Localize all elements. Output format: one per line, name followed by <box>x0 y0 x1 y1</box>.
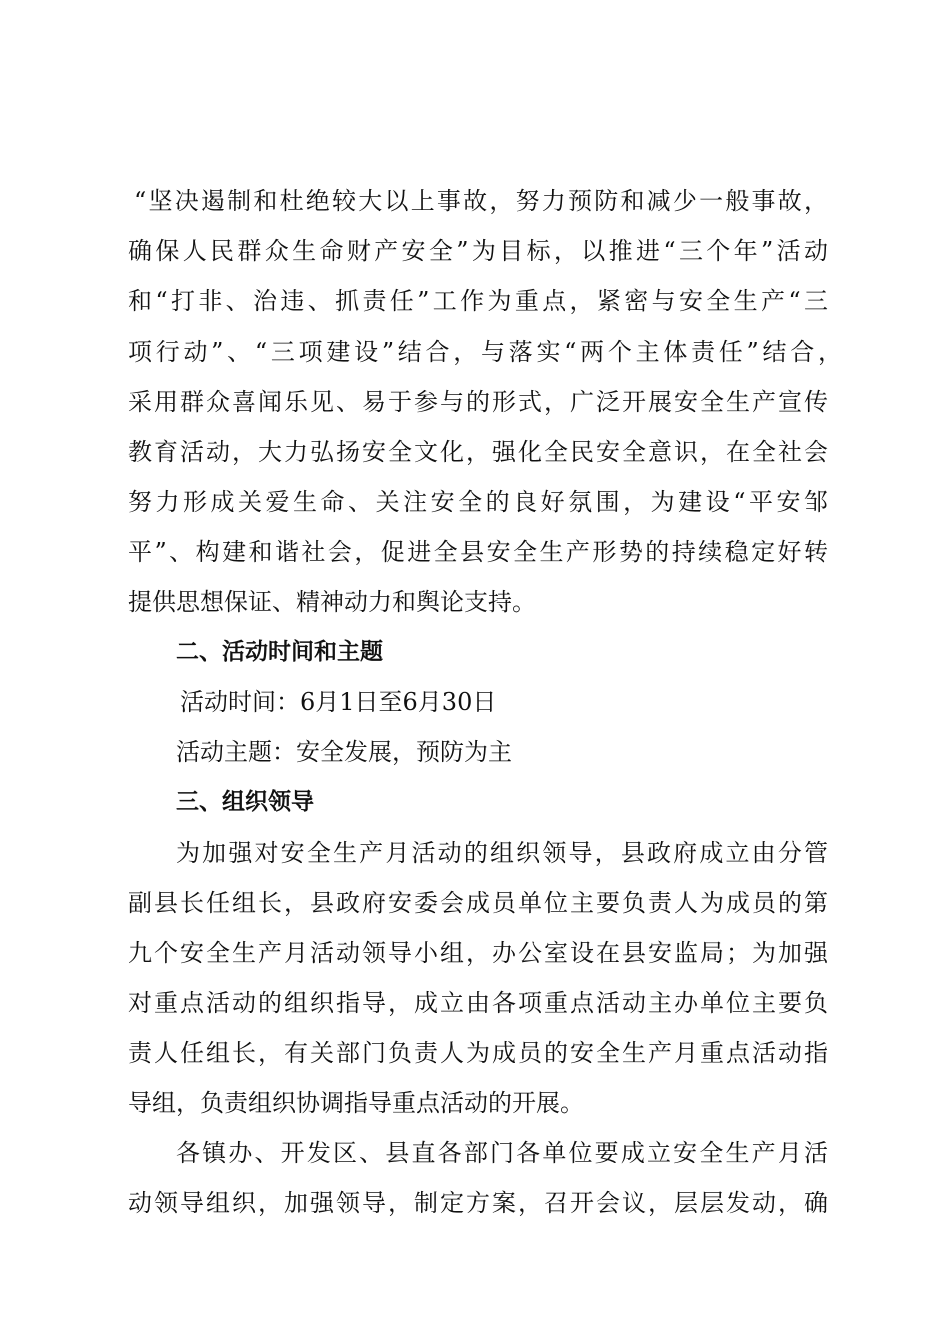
body-line: 对重点活动的组织指导，成立由各项重点活动主办单位主要负 <box>128 989 828 1017</box>
body-line: 提供思想保证、精神动力和舆论支持。 <box>128 588 536 616</box>
body-line: 导组，负责组织协调指导重点活动的开展。 <box>128 1089 584 1117</box>
body-line: “坚决遏制和杜绝较大以上事故，努力预防和减少一般事故， <box>134 187 828 215</box>
activity-theme-line: 活动主题：安全发展，预防为主 <box>176 738 512 766</box>
activity-time-line: 活动时间：6月1日至6月30日 <box>180 688 497 716</box>
body-line: 平”、构建和谐社会，促进全县安全生产形势的持续稳定好转 <box>128 538 828 566</box>
body-line: 教育活动，大力弘扬安全文化，强化全民安全意识，在全社会 <box>128 438 828 466</box>
body-line: 采用群众喜闻乐见、易于参与的形式，广泛开展安全生产宣传 <box>128 388 828 416</box>
body-line: 为加强对安全生产月活动的组织领导，县政府成立由分管 <box>176 839 828 867</box>
body-line: 和“打非、治违、抓责任”工作为重点，紧密与安全生产“三 <box>128 287 828 315</box>
body-line: 责人任组长，有关部门负责人为成员的安全生产月重点活动指 <box>128 1039 828 1067</box>
body-line: 副县长任组长，县政府安委会成员单位主要负责人为成员的第 <box>128 889 828 917</box>
body-line: 努力形成关爱生命、关注安全的良好氛围，为建设“平安邹 <box>128 488 828 516</box>
body-line: 九个安全生产月活动领导小组，办公室设在县安监局；为加强 <box>128 939 828 967</box>
section-heading: 二、活动时间和主题 <box>176 639 383 665</box>
body-line: 项行动”、“三项建设”结合，与落实“两个主体责任”结合， <box>128 338 842 366</box>
body-line: 确保人民群众生命财产安全”为目标，以推进“三个年”活动 <box>128 237 828 265</box>
body-line: 各镇办、开发区、县直各部门各单位要成立安全生产月活 <box>176 1139 828 1167</box>
section-heading: 三、组织领导 <box>176 789 314 815</box>
body-line: 动领导组织，加强领导，制定方案，召开会议，层层发动，确 <box>128 1189 828 1217</box>
